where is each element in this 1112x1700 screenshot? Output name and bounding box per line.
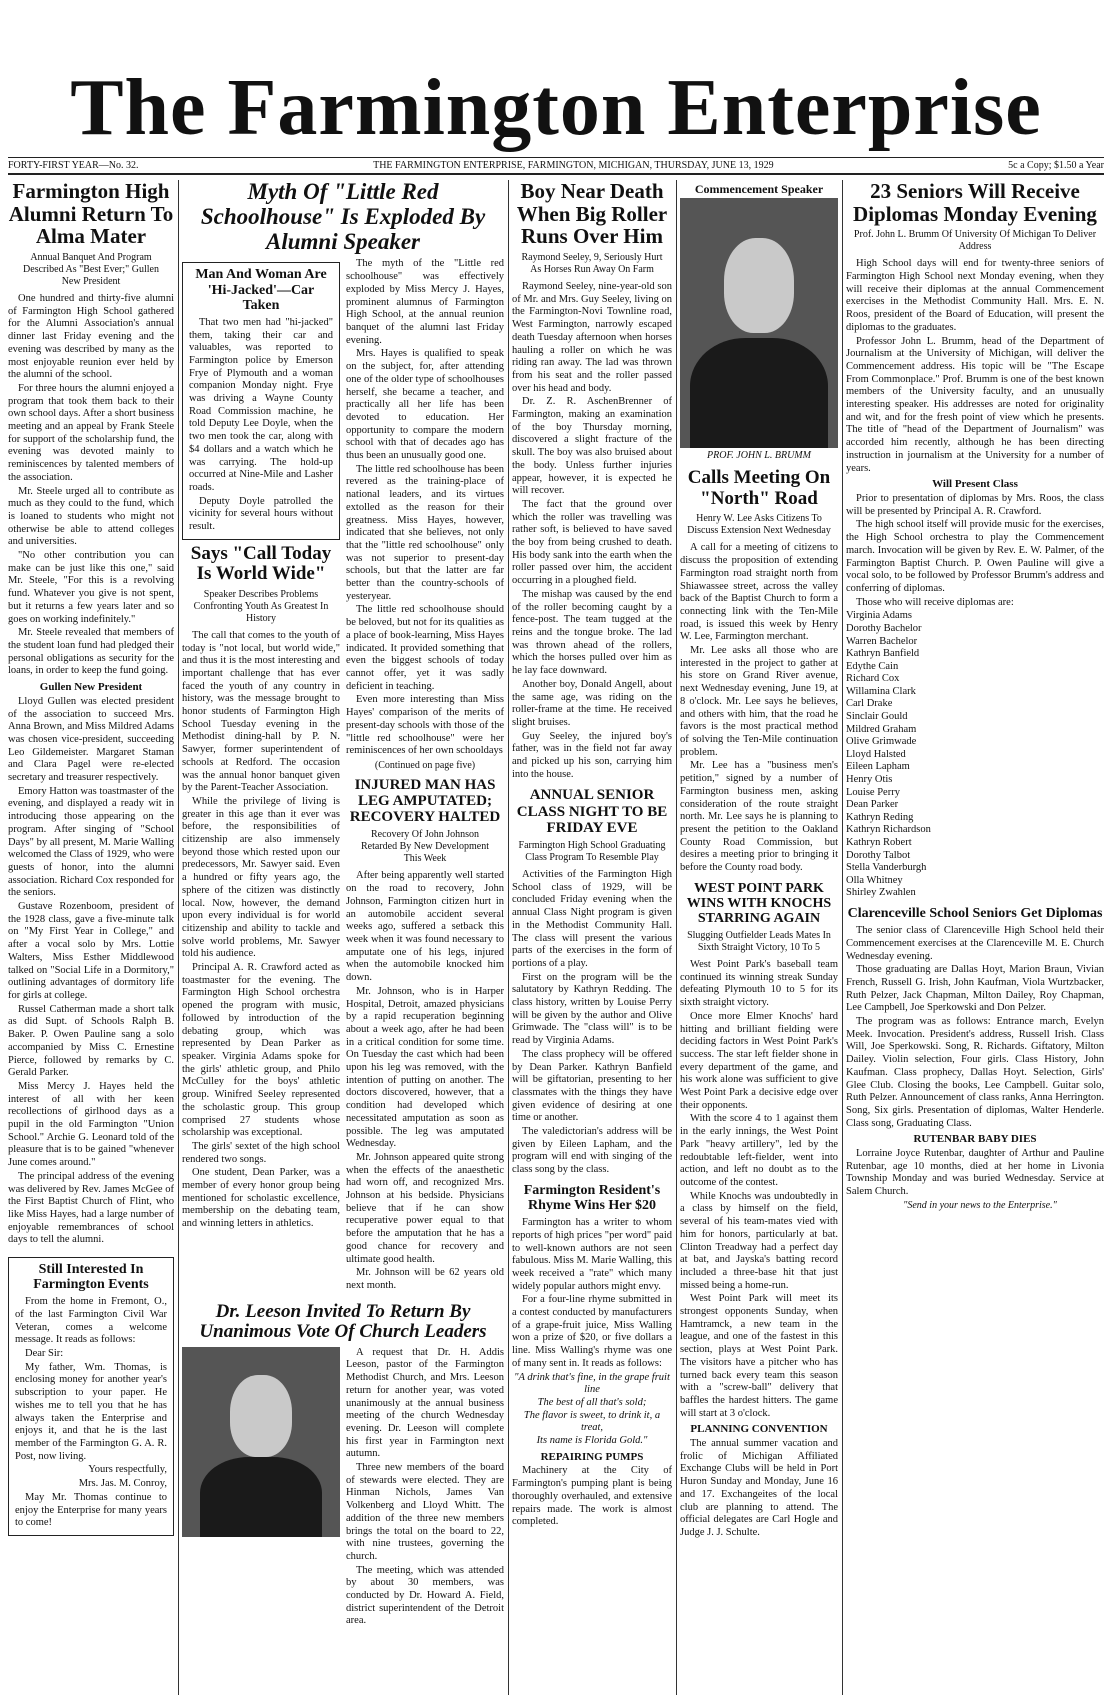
article-paragraph: The myth of the "Little red schoolhouse" was effectively exploded by Miss Mercy J. Hayes, prominent alumnus of Farmington High School, at the annual reunion banquet of the alumni last Friday evening. <box>346 258 504 346</box>
brumm-photo <box>680 198 838 448</box>
photo-caption: PROF. JOHN L. BRUMM <box>707 449 811 461</box>
portrait-face <box>724 238 794 333</box>
myth-section <box>182 258 504 1293</box>
graduate-name: Stella Vanderburgh <box>846 862 927 874</box>
graduate-name: Warren Bachelor <box>846 635 918 647</box>
subhead-boy: Raymond Seeley, 9, Seriously Hurt As Horses Run Away On Farm <box>521 252 663 276</box>
subhead-says: Speaker Describes Problems Confronting Youth As Greatest In History <box>193 588 329 624</box>
headline-seniors: 23 Seniors Will Receive Diplomas Monday Evening <box>853 180 1097 226</box>
graduate-name: Henry Otis <box>846 774 893 786</box>
graduate-name: Louise Perry <box>846 786 900 798</box>
graduate-name: Carl Drake <box>846 698 893 710</box>
portrait-suit <box>690 338 828 448</box>
headline-myth: Myth Of "Little Red Schoolhouse" Is Exploded By Alumni Speaker <box>200 180 486 254</box>
article-paragraph: After being apparently well started on the road to recovery, John Johnson, Farmington citizen hurt in an automobile accident several weeks ago, suffered a setback this week when it was found necessary to amputate one of his legs, injured when the automobile knocked him down. <box>346 870 504 984</box>
article-paragraph: Activities of the Farmington High School class of 1929, will be concluded Friday evening when the annual Class Night program is given in the Methodist Community Hall. The class will present the various parts of the exercises in the form of portions of a play. <box>512 869 672 969</box>
letter-paragraph: From the home in Fremont, O., of the last Farmington Civil War Veteran, comes a welcome message. It reads as follows: <box>15 1296 167 1346</box>
graduate-name: Olive Grimwade <box>846 736 917 748</box>
article-paragraph: The little red schoolhouse should be beloved, but not for its qualities as a place of book-learning, Miss Hayes indicated. It provided something that even the biggest schools of today cannot offer, yet it was sadly deficient in teaching. <box>346 604 504 692</box>
subhead-seniors: Prof. John L. Brumm Of University Of Michigan To Deliver Address <box>853 229 1097 253</box>
graduate-name: Kathryn Reding <box>846 811 914 823</box>
article-paragraph: Raymond Seeley, nine-year-old son of Mr. and Mrs. Guy Seeley, living on the Farmington-Novi Townline road, West Farmington, narrowly escaped death Tuesday afternoon when horses hauling a roller on which he was riding ran away. The lad was thrown from his seat and the roller passed over his head and body. <box>512 281 672 394</box>
graduate-name: Dorothy Bachelor <box>846 622 922 634</box>
article-paragraph: One student, Dean Parker, was a member of every honor group being mentioned for scholastic excellence, membership on the debating team, and winning letters in athletics. <box>182 1167 340 1230</box>
article-paragraph: Russel Catherman made a short talk as did Supt. of Schools Ralph B. Baker. P. Owen Pauline sang a solo accompanied by Miss C. Ernestine Pierce, followed by remarks by C. Gerald Parker. <box>8 1003 174 1079</box>
leeson-photo <box>182 1347 340 1537</box>
article-paragraph: Dr. Z. R. AschenBrenner of Farmington, making an examination of the boy Thursday morning, discovered a slight fracture of the skull. The boy was also bruised about the body. Unless further injuries appear, however, it is expected he will recover. <box>512 396 672 497</box>
subcolumn-right <box>346 258 504 1293</box>
newspaper-title: The Farmington Enterprise <box>70 64 1042 152</box>
graduate-name: Olla Whitney <box>846 874 903 886</box>
letter-headline: Still Interested In Farmington Events <box>33 1262 149 1293</box>
letter-paragraph: My father, Wm. Thomas, is enclosing money for another year's subscription to your paper. He wishes me to tell you that he has always taken the Enterprise and enjoys it, and that he is the last member of the Farmington G. A. R. Post, now living. <box>15 1361 167 1462</box>
article-paragraph: Mr. Lee asks all those who are interested in the project to gather at his store on Grand River avenue, next Wednesday evening, June 19, at 8 o'clock. Mr. Lee says he believes, and others with him, that the road he favors is the most practical method of solving the Ten-Mile continuation problem. <box>680 645 838 758</box>
hijack-box <box>182 262 340 539</box>
article-paragraph: While the privilege of living is greater in this age than it ever was before, the responsibilities of citizenship are also immensely beyond those which rested upon our predecessors, Mr. Sawyer said. Even a hundred or fifty years ago, the sphere of the citizen was distinctly local. Now, however, the demand upon every individual is for world citizenship and ability to tackle and solve world problems, Mr. Sawyer told his audience. <box>182 795 340 960</box>
send-news-note: "Send in your news to the Enterprise." <box>903 1199 1057 1211</box>
article-paragraph: West Point Park will meet its strongest opponents Sunday, when Hamtramck, a new team in the league, and one of the fastest in this section, plays at West Point Park. The visitors have a pitcher who has turned back every team this season with a "screw-ball" delivery that baffles the hardest hitters. The game will start at 3 o'clock. <box>680 1293 838 1419</box>
headline-rhyme: Farmington Resident's Rhyme Wins Her $20 <box>523 1182 661 1213</box>
letter-signoff: Yours respectfully, <box>88 1464 167 1476</box>
graduate-name: Virginia Adams <box>846 610 912 622</box>
rhyme-verse <box>512 1372 672 1448</box>
headline-leeson: Dr. Leeson Invited To Return By Unanimous Vote Of Church Leaders <box>199 1300 487 1343</box>
headline-senior-night: ANNUAL SENIOR CLASS NIGHT TO BE FRIDAY EVE <box>516 787 668 836</box>
article-paragraph: Miss Mercy J. Hayes held the interest of all with her keen recollections of girlhood days as a pupil in the old Farmington "Union School." Archie G. Leonard told of the pleasure that is to be gained "whenever June comes around." <box>8 1080 174 1169</box>
article-paragraph: Professor John L. Brumm, head of the Department of Journalism at the University of Michigan, will deliver the Commencement address. His topic will be "The Escape From Commonplace." Prof. Brumm is one of the best known members of the University faculty, and an unusually interesting speaker. His addresses are noted for originality and wit, and for the fresh point of view which he presents. The title of "head of the Department of Journalism" was accorded him recently, although he has been directing instruction in journalism at the University for a number of years. <box>846 335 1104 474</box>
headline-calls-meeting: Calls Meeting On "North" Road <box>687 467 831 509</box>
graduate-name: Lloyd Halsted <box>846 748 906 760</box>
graduate-name: Dean Parker <box>846 799 899 811</box>
verse-line: The best of all that's sold; <box>537 1396 647 1408</box>
graduate-name: Dorothy Talbot <box>846 849 911 861</box>
article-paragraph: Lloyd Gullen was elected president of the association to succeed Mrs. Anna Brown, and Miss Mildred Adams was chosen vice-president, succeeding Leo Gildemeister. Margaret Staman and Clara Pagel were re-elected secretary and treasurer respectively. <box>8 695 174 784</box>
letter-paragraph: Dear Sir: <box>25 1348 64 1360</box>
article-paragraph: First on the program will be the salutatory by Kathryn Redding. The class history, written by Louise Perry will be given by the author and Olive Grimwade. The "class will" is to be read by Virginia Adams. <box>512 971 672 1047</box>
article-paragraph: Even more interesting than Miss Hayes' comparison of the merits of present-day schools with those of the "little red schoolhouse" were her reminiscences of her own schooldays <box>346 694 504 757</box>
article-paragraph: Emory Hatton was toastmaster of the evening, and displayed a ready wit in introducing those appearing on the program. After singing of "School Days" by all present, M. Marie Walling welcomed the Class of 1929, who were guests of honor, into the alumni association. Richard Cox responded for the seniors. <box>8 785 174 899</box>
verse-line: The flavor is sweet, to drink it, a treat, <box>523 1409 661 1434</box>
subhead-alumni: Annual Banquet And Program Described As "Best Ever;" Gullen New President <box>23 252 159 288</box>
portrait-suit <box>200 1457 322 1537</box>
leeson-section <box>182 1347 504 1629</box>
headline-hijack: Man And Woman Are 'Hi-Jacked'—Car Taken <box>195 267 327 313</box>
article-paragraph: The program was as follows: Entrance march, Evelyn Meek. Invocation. President's address, Russell Irish. Class Will, Joe Sperkowski. Song, R. Richards. Giftatory, Milton Dailey. Violin selection, Four girls. Class History, John Kaufman. Class prophecy, Dallas Hoyt. Selection, Girls' Glee Club. Closing the books, Lee Campbell. Guitar solo, Ruth Pelzer. Announcement of class ranks, Anna Herrington. Song, Six girls. Presentation of diplomas, Walter Henderle. Class song, Graduating Class. <box>846 1016 1104 1129</box>
leeson-text <box>346 1347 504 1629</box>
article-paragraph: Those who will receive diplomas are: <box>856 596 1014 608</box>
article-paragraph: For three hours the alumni enjoyed a program that took them back to their own school days. After a short business meeting and an appeal by Frank Steele for support of the scholarship fund, the evening was devoted mainly to reminiscences by talented members of the association. <box>8 382 174 483</box>
section-subhead: Will Present Class <box>932 478 1018 491</box>
article-paragraph: Mrs. Hayes is qualified to speak on the subject, for, after attending one of the older type of schoolhouses herself, she became a teacher, and practically all her life has been devoted to education. Her opportunity to compare the modern school with that of decades ago has thus been an unusually good one. <box>346 348 504 462</box>
article-paragraph: Mr. Steele revealed that members of the student loan fund had pledged their personal obligations as security for the loans, in order to keep the fund going. <box>8 627 174 677</box>
article-paragraph: The valedictorian's address will be given by Eileen Lapham, and the program will end with singing of the class song by the class. <box>512 1126 672 1176</box>
article-paragraph: The senior class of Clarenceville High School held their Commencement exercises at the Clarenceville M. E. Church Wednesday evening. <box>846 925 1104 962</box>
graduate-name: Edythe Cain <box>846 660 899 672</box>
price-text: 5c a Copy; $1.50 a Year <box>1008 160 1104 171</box>
article-paragraph: While Knochs was undoubtedly in a class by himself on the field, several of his team-mates vied with him for honors, particularly at bat. Clinton Treadway had a perfect day at bat, and Jayska's batting record included a three-base hit that just missed being a home-run. <box>680 1190 838 1291</box>
letter-signature: Mrs. Jas. M. Conroy, <box>78 1478 167 1490</box>
graduate-name: Willamina Clark <box>846 685 916 697</box>
article-paragraph: The call that comes to the youth of today is "not local, but world wide," and thus it is the most interesting and important challenge that has ever faced the youth of any country in history, was the message brought to honor students of Farmington High School Tuesday evening in the Methodist dining-hall by P. N. Sawyer, former superintendent of schools at Redford. The occasion was the annual honor banquet given by the Parent-Teacher Association. <box>182 629 340 794</box>
article-paragraph: One hundred and thirty-five alumni of Farmington High School gathered for the Alumni Association's annual dinner last Friday evening and the evening was described by many as the most enjoyable reunion ever held by the alumni of the school. <box>8 293 174 381</box>
article-paragraph: Lorraine Joyce Rutenbar, daughter of Arthur and Pauline Rutenbar, age 10 months, died at her home in Livonia Township Monday and was buried Wednesday. Service at Salem Church. <box>846 1148 1104 1198</box>
article-paragraph: With the score 4 to 1 against them in the early innings, the West Point Park "heavy artillery", led by the redoubtable left-fielder, went into action, and left no doubt as to the outcome of the contest. <box>680 1113 838 1188</box>
article-paragraph: Farmington has a writer to whom reports of high prices "per word" paid to well-known authors are not seen fabulous. Miss M. Marie Walling, this week received a "rate" which many widely popular authors might envy. <box>512 1217 672 1292</box>
article-paragraph: West Point Park's baseball team continued its winning streak Sunday defeating Plymouth 10 to 5 for its sixth straight victory. <box>680 959 838 1009</box>
article-paragraph: For a four-line rhyme submitted in a contest conducted by manufacturers of a grape-fruit juice, Miss Walling won a prize of $20, or five dollars a line. Miss Walling's rhyme was one of many sent in. It reads as follows: <box>512 1294 672 1369</box>
article-paragraph: Another boy, Donald Angell, about the same age, was riding on the roller-frame at the time. He received slight bruises. <box>512 678 672 728</box>
subhead-west-point: Slugging Outfielder Leads Mates In Sixth Straight Victory, 10 To 5 <box>687 930 831 954</box>
article-paragraph: That two men had "hi-jacked" them, taking their car and valuables, was reported to Farmington police by Emerson Frye of Plymouth and a woman companion Monday night. Frye was driving a Wayne County Road Commission machine, he told Deputy Lee Doyle, when the two men took the car, along with $4 dollars and a watch which he was carrying. The hold-up occurred at Nine-Mile and Lasher roads. <box>189 316 333 493</box>
letter-box <box>8 1257 174 1536</box>
article-paragraph: High School days will end for twenty-three seniors of Farmington High School next Monday evening, when they will receive their diplomas at the annual Commencement exercises in the Methodist Community Hall. Mrs. E. N. Roos, president of the Board of Education, will present the diplomas to the graduates. <box>846 258 1104 333</box>
article-paragraph: The fact that the ground over which the roller was travelling was rather soft, is believed to have saved the boy from being crushed to death. His body sank into the earth when the roller passed over him, the accident occurring in a ploughed field. <box>512 498 672 587</box>
article-paragraph: Mr. Johnson will be 62 years old next month. <box>346 1267 504 1291</box>
graduate-name: Kathryn Robert <box>846 837 912 849</box>
article-paragraph: The annual summer vacation and frolic of Michigan Affiliated Exchange Clubs will be held in Port Huron Sunday and Monday, June 16 and 17. Exchangeites of the local club are planning to attend. The official delegates are Carl Hogle and Judge J. J. Schulte. <box>680 1438 838 1538</box>
verse-line: "A drink that's fine, in the grape fruit line <box>514 1371 670 1396</box>
article-paragraph: Mr. Johnson appeared quite strong when the effects of the anaesthetic had worn off, and recognized Mrs. Johnson at his bedside. Physicians believe that if he can show recuperative power equal to that before the amputation that he has a good chance for recovery and ultimate good health. <box>346 1151 504 1265</box>
article-paragraph: Mr. Lee has a "business men's petition," signed by a number of Farmington business men, asking consideration of the route straight north. Mr. Lee says he is planning to present the petition to the Oakland County Road Commission, but desires a meeting prior to bringing it before the County road body. <box>680 760 838 874</box>
headline-clarenceville: Clarenceville School Seniors Get Diplomas <box>847 905 1103 921</box>
headline-west-point: WEST POINT PARK WINS WITH KNOCHS STARRING AGAIN <box>686 880 832 926</box>
dateline-bar <box>8 157 1104 175</box>
column-1 <box>8 180 174 1695</box>
subhead-calls-meeting: Henry W. Lee Asks Citizens To Discuss Extension Next Wednesday <box>687 513 831 537</box>
dateline-text: THE FARMINGTON ENTERPRISE, FARMINGTON, MICHIGAN, THURSDAY, JUNE 13, 1929 <box>373 160 774 171</box>
article-paragraph: Principal A. R. Crawford acted as toastmaster for the evening. The Farmington High School orchestra opened the program with music, followed by introduction of the debating group, which was represented by Dean Parker as speaker. Virginia Adams spoke for the girls' athletic group, and Philo McCulley for the boys' athletic group. Winifred Seeley represented the scholastic group. This group comprised 27 students whose scholarship was exceptional. <box>182 962 340 1139</box>
article-paragraph: "No other contribution you can make can be just like this one," said Mr. Steele, "For this is a revolving fund. Whatever you give is not spent, but it returns a few years later and so goes on working indefinitely." <box>8 550 174 625</box>
headline-pumps: REPAIRING PUMPS <box>540 1450 644 1463</box>
article-paragraph: The class prophecy will be offered by Dean Parker. Kathryn Banfield will be giftatorian, presenting to her classmates with the things they have given evidence of desiring at one time or another. <box>512 1048 672 1124</box>
letter-paragraph: May Mr. Thomas continue to enjoy the Enterprise for many years to come! <box>15 1491 167 1529</box>
volume-number: FORTY-FIRST YEAR—No. 32. <box>8 160 139 171</box>
article-paragraph: Machinery at the City of Farmington's pumping plant is being thoroughly overhauled, and extensive repairs made. The work is almost completed. <box>512 1465 672 1528</box>
article-paragraph: Guy Seeley, the injured boy's father, was in the field not far away and picked up his son, carrying him into the house. <box>512 730 672 780</box>
graduate-name: Mildred Graham <box>846 723 917 735</box>
column-3 <box>512 180 672 1695</box>
column-rule <box>676 180 677 1695</box>
graduate-name: Shirley Zwahlen <box>846 887 916 899</box>
article-paragraph: Three new members of the board of stewards were elected. They are Hinman Nichols, James Van Volkenberg and Lloyd Whitt. The addition of the three new members brings the total on the board to 22, with nine trustees, governing the church. <box>346 1462 504 1562</box>
article-paragraph: Gustave Rozenboom, president of the 1928 class, gave a five-minute talk on "My First Year in College," and after a vocal solo by Mrs. Lottie Walters, Miss Esther Middlewood talked on "Social Life in a Dormitory," outlining advantages of dormitory life for girls at college. <box>8 901 174 1001</box>
article-paragraph: A request that Dr. H. Addis Leeson, pastor of the Farmington Methodist Church, and Mrs. Leeson return for another year, was voted unanimously at the annual business meeting of the church Wednesday evening. Dr. Leeson will complete his first year in Farmington next autumn. <box>346 1346 504 1460</box>
article-paragraph: Deputy Doyle patrolled the vicinity for several hours without result. <box>189 495 333 533</box>
graduate-name: Kathryn Richardson <box>846 824 931 836</box>
graduate-name: Richard Cox <box>846 673 900 685</box>
column-rule <box>842 180 843 1695</box>
article-paragraph: The mishap was caused by the end of the roller becoming caught by a fence-post. The team tugged at the reins and the tongue broke. The lad was thrown ahead of the rollers, which the horses pulled over him as he lay face downward. <box>512 588 672 677</box>
article-paragraph: The little red schoolhouse has been revered as the training-place of national leaders, and its virtues extolled as the reason for their greatness. Miss Hayes, however, indicated that she believes, not only that the "little red schoolhouse" only was not superior to present-day schools, but that the latter are far better than the country-schools of yesteryear. <box>346 463 504 602</box>
column-rule <box>508 180 509 1695</box>
headline-says: Says "Call Today Is World Wide" <box>190 542 332 585</box>
column-5 <box>846 180 1104 1695</box>
headline-boy: Boy Near Death When Big Roller Runs Over Him <box>516 180 668 249</box>
article-paragraph: A call for a meeting of citizens to discuss the proposition of extending Farmington road straight north from Shiawassee street, across the valley back of the Baptist Church to form a connecting link with the Ten-Mile road, is issued this week by Henry W. Lee, Farmington merchant. <box>680 542 838 643</box>
article-paragraph: Once more Elmer Knochs' hard hitting and brilliant fielding were deciding factors in West Point Park's success. The star left fielder shone in every department of the game, and his work alone was sufficient to give West Point Park a decisive edge over their opponents. <box>680 1010 838 1111</box>
graduate-name: Sinclair Gould <box>846 711 908 723</box>
article-paragraph: The girls' sextet of the high school rendered two songs. <box>182 1140 340 1165</box>
column-2 <box>182 180 504 1695</box>
column-rule <box>178 180 179 1695</box>
subhead-senior-night: Farmington High School Graduating Class Program To Resemble Play <box>518 840 666 863</box>
subhead-injured: Recovery Of John Johnson Retarded By New Development This Week <box>360 829 490 865</box>
headline-convention: PLANNING CONVENTION <box>690 1423 828 1436</box>
article-paragraph: Those graduating are Dallas Hoyt, Marion Braun, Vivian French, Russell G. Irish, John Kaufman, Viola Wurtzbacker, Ruth Pelzer, Jack Chapman, Milton Dailey, Roy Chapman, Lee Campbell, Joe Sperkowski and Don Pelzer. <box>846 964 1104 1014</box>
article-paragraph: Mr. Johnson, who is in Harper Hospital, Detroit, amazed physicians by a rapid recuperation beginning about a week ago, after he had been in a critical condition for some time. On Tuesday the cast which had been upon his leg was removed, with the intention of putting on another. The doctors discovered, however, that a condition had developed which necessitated amputation as soon as possible. The leg was amputated Wednesday. <box>346 985 504 1150</box>
column-4 <box>680 180 838 1695</box>
article-paragraph: Prior to presentation of diplomas by Mrs. Roos, the class will be presented by Principal A. R. Crawford. <box>846 493 1104 517</box>
headline-alumni: Farmington High Alumni Return To Alma Mater <box>8 180 174 249</box>
continued-note: (Continued on page five) <box>374 759 476 771</box>
headline-rutenbar: RUTENBAR BABY DIES <box>913 1133 1037 1146</box>
graduate-name: Kathryn Banfield <box>846 648 920 660</box>
article-paragraph: Mr. Steele urged all to contribute as much as they could to the fund, which is loaned to students who might not otherwise be able to attend colleges and universities. <box>8 485 174 548</box>
article-paragraph: The principal address of the evening was delivered by Rev. James McGee of the First Baptist Church of Flint, who like Miss Hayes, had a large number of enjoyable remembrances of school days to tell the alumni. <box>8 1170 174 1246</box>
headline-injured: INJURED MAN HAS LEG AMPUTATED; RECOVERY HALTED <box>349 776 501 826</box>
subcolumn-left <box>182 258 340 1293</box>
graduate-name: Eileen Lapham <box>846 761 910 773</box>
article-paragraph: The meeting, which was attended by about 30 members, was conducted by Dr. Howard A. Field, district superintendent of the Detroit area. <box>346 1564 504 1627</box>
photo-heading: Commencement Speaker <box>694 182 824 196</box>
verse-line: Its name is Florida Gold." <box>536 1435 648 1447</box>
graduate-list <box>846 610 1104 900</box>
masthead <box>0 58 1112 158</box>
portrait-face <box>230 1375 292 1457</box>
section-subhead: Gullen New President <box>39 681 143 694</box>
article-paragraph: The high school itself will provide music for the exercises, the High School orchestra to play the Commencement march. Invocation will be given by Rev. E. W. Palmer, of the Farmington Baptist Church. P. Owen Pauline will give a vocal solo, to be followed by Professor Brumm's address and conferring of diplomas. <box>846 519 1104 594</box>
